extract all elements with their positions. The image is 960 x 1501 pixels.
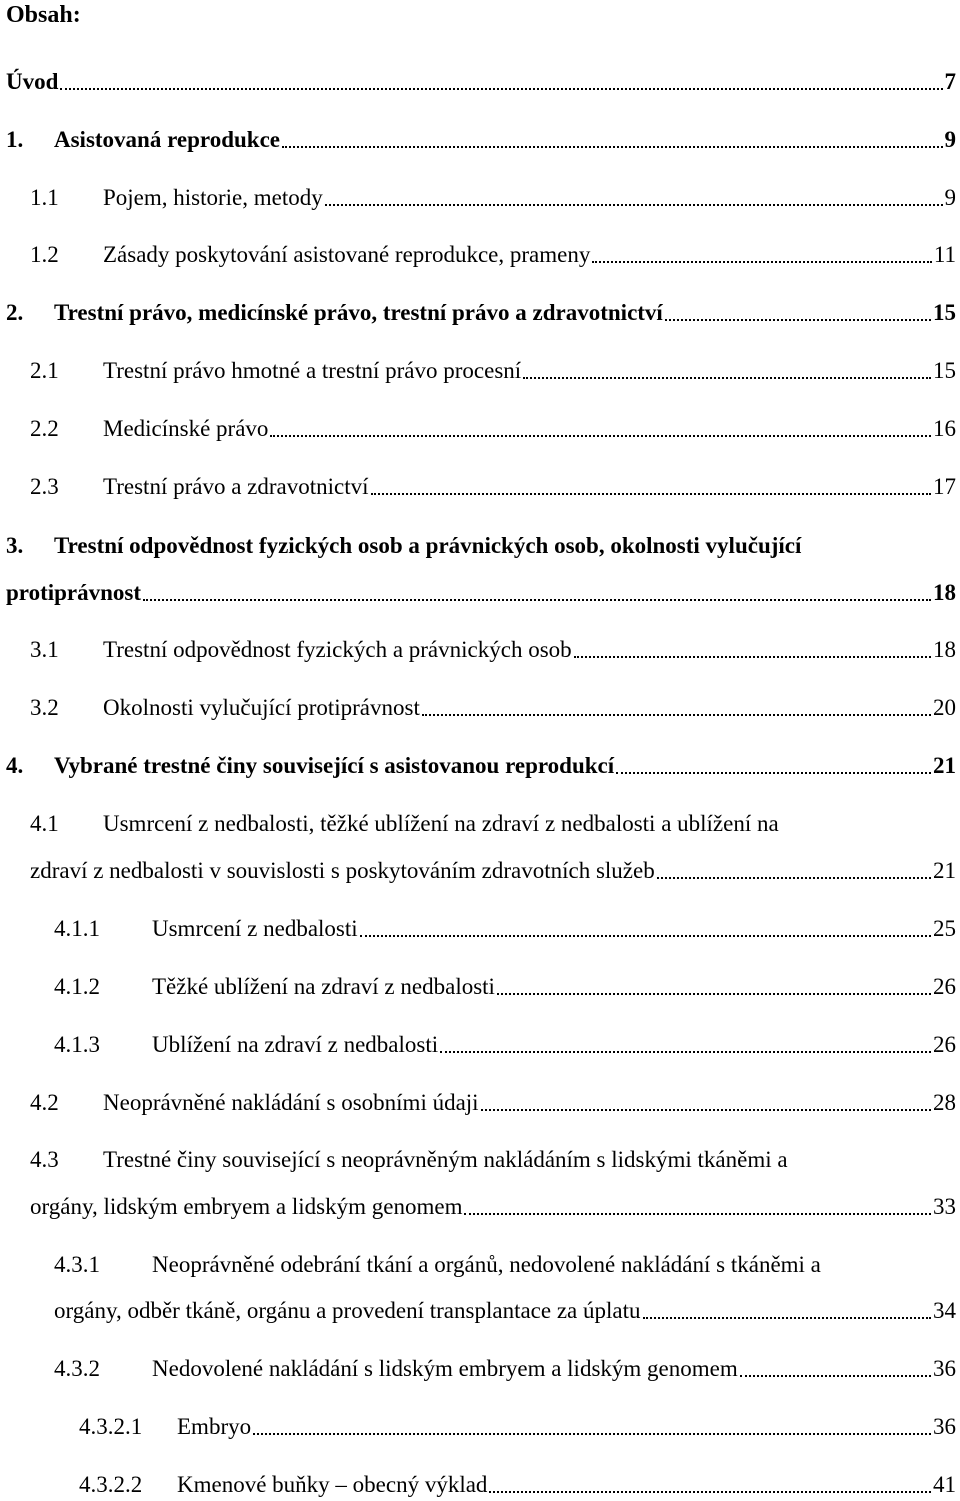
toc-entry-page: 20: [933, 695, 956, 720]
toc-entry-page: 16: [933, 416, 956, 441]
toc-entry-number: 4.1: [30, 811, 59, 836]
toc-entry-4-3-1-line1[interactable]: [54, 1250, 821, 1280]
toc-entry-page: 26: [933, 1032, 956, 1057]
toc-entry-number: 4.1.1: [54, 916, 100, 941]
leader-dots: [325, 200, 943, 206]
toc-entry-number: 3.: [6, 533, 24, 558]
leader-dots: [657, 873, 931, 879]
leader-dots: [665, 315, 931, 321]
toc-entry-number: 2.1: [30, 358, 59, 383]
leader-dots: [489, 1487, 931, 1493]
leader-dots: [574, 652, 931, 658]
toc-entry-text: Neoprávněné nakládání s osobními údaji: [103, 1090, 479, 1115]
toc-entry-page: 15: [933, 358, 956, 383]
toc-entry-4-3-1-line2[interactable]: [54, 1296, 956, 1326]
toc-entry-text: Medicínské právo: [103, 416, 269, 441]
toc-entry-page: 17: [933, 474, 956, 499]
leader-dots: [253, 1429, 931, 1435]
toc-entry-4-3-2-2[interactable]: [79, 1470, 956, 1500]
toc-entry-text: Trestní právo hmotné a trestní právo procesní: [103, 358, 522, 383]
leader-dots: [371, 489, 931, 495]
toc-entry-text: Trestní právo, medicínské právo, trestní právo a zdravotnictví: [54, 300, 663, 325]
toc-entry-number: 4.3.2.2: [79, 1472, 143, 1497]
toc-entry-page: 9: [944, 127, 956, 152]
leader-dots: [740, 1371, 931, 1377]
toc-entry-4[interactable]: [6, 751, 956, 781]
leader-dots: [592, 257, 932, 263]
toc-entry-page: 33: [933, 1194, 956, 1219]
leader-dots: [523, 373, 931, 379]
toc-entry-text-continued: orgány, lidským embryem a lidským genomem: [30, 1194, 463, 1219]
toc-entry-page: 15: [933, 300, 956, 325]
toc-entry-number: 4.2: [30, 1090, 59, 1115]
toc-entry-page: 28: [933, 1090, 956, 1115]
toc-entry-1-1[interactable]: [30, 183, 956, 213]
toc-entry-3-line1[interactable]: [6, 531, 801, 561]
toc-entry-number: 4.3.2.1: [79, 1414, 143, 1439]
toc-entry-text: Nedovolené nakládání s lidským embryem a lidským genomem: [152, 1356, 738, 1381]
leader-dots: [481, 1105, 931, 1111]
toc-entry-number: 1.: [6, 127, 24, 152]
toc-entry-text: Zásady poskytování asistované reprodukce, prameny: [103, 242, 591, 267]
toc-entry-number: 4.: [6, 753, 24, 778]
toc-entry-page: 21: [933, 858, 956, 883]
toc-entry-text: Usmrcení z nedbalosti: [152, 916, 358, 941]
toc-entry-page: 36: [933, 1356, 956, 1381]
toc-entry-text: Pojem, historie, metody: [103, 185, 323, 210]
toc-entry-text: Těžké ublížení na zdraví z nedbalosti: [152, 974, 495, 999]
toc-entry-page: 18: [933, 637, 956, 662]
toc-entry-4-3-line2[interactable]: [30, 1192, 956, 1222]
toc-entry-4-1-line2[interactable]: [30, 856, 956, 886]
toc-entry-number: 3.2: [30, 695, 59, 720]
toc-entry-3-1[interactable]: [30, 635, 956, 665]
toc-entry-text-continued: protiprávnost: [6, 580, 142, 605]
toc-entry-text: Trestní odpovědnost fyzických osob a právnických osob, okolnosti vylučující: [54, 533, 802, 558]
toc-entry-text: Neoprávněné odebrání tkání a orgánů, nedovolené nakládání s tkáněmi a: [152, 1252, 821, 1277]
toc-entry-page: 26: [933, 974, 956, 999]
toc-entry-2-1[interactable]: [30, 356, 956, 386]
toc-entry-text: Trestné činy související s neoprávněným nakládáním s lidskými tkáněmi a: [103, 1147, 788, 1172]
toc-entry-text: Asistovaná reprodukce: [54, 127, 280, 152]
toc-entry-page: 36: [933, 1414, 956, 1439]
toc-entry-text: Usmrcení z nedbalosti, těžké ublížení na zdraví z nedbalosti a ublížení na: [103, 811, 779, 836]
toc-entry-2[interactable]: [6, 298, 956, 328]
leader-dots: [616, 768, 931, 774]
toc-entry-text: Okolnosti vylučující protiprávnost: [103, 695, 420, 720]
toc-entry-number: 4.1.3: [54, 1032, 100, 1057]
toc-entry-page: 9: [944, 185, 956, 210]
toc-entry-2-2[interactable]: [30, 414, 956, 444]
toc-entry-page: 41: [933, 1472, 956, 1497]
toc-entry-text-continued: orgány, odběr tkáně, orgánu a provedení transplantace za úplatu: [54, 1298, 641, 1323]
leader-dots: [643, 1313, 932, 1319]
toc-entry-4-1-3[interactable]: [54, 1030, 956, 1060]
leader-dots: [464, 1209, 931, 1215]
toc-entry-number: 2.: [6, 300, 24, 325]
toc-entry-number: 3.1: [30, 637, 59, 662]
toc-entry-number: 1.1: [30, 185, 59, 210]
toc-entry-text: Embryo: [177, 1414, 252, 1439]
toc-entry-4-1-1[interactable]: [54, 914, 956, 944]
toc-entry-number: 2.3: [30, 474, 59, 499]
toc-entry-number: 2.2: [30, 416, 59, 441]
toc-entry-4-2[interactable]: [30, 1088, 956, 1118]
toc-entry-1-2[interactable]: [30, 240, 956, 270]
toc-entry-page: 18: [933, 580, 956, 605]
toc-title: Obsah:: [6, 2, 81, 28]
toc-entry-number: 1.2: [30, 242, 59, 267]
toc-entry-text: Vybrané trestné činy související s asistovanou reprodukcí: [54, 753, 615, 778]
leader-dots: [270, 431, 931, 437]
toc-entry-4-1-2[interactable]: [54, 972, 956, 1002]
toc-entry-text: Trestní právo a zdravotnictví: [103, 474, 369, 499]
toc-entry-page: 25: [933, 916, 956, 941]
toc-entry-text: Úvod: [6, 69, 59, 94]
toc-entry-text: Kmenové buňky – obecný výklad: [177, 1472, 488, 1497]
toc-entry-text: Ublížení na zdraví z nedbalosti: [152, 1032, 439, 1057]
leader-dots: [440, 1047, 931, 1053]
toc-entry-2-3[interactable]: [30, 472, 956, 502]
toc-entry-number: 4.3.1: [54, 1252, 100, 1277]
leader-dots: [422, 710, 931, 716]
toc-entry-number: 4.1.2: [54, 974, 100, 999]
toc-entry-4-3-2[interactable]: [54, 1354, 956, 1384]
leader-dots: [60, 84, 942, 90]
leader-dots: [497, 989, 931, 995]
toc-entry-4-3-2-1[interactable]: [79, 1412, 956, 1442]
toc-entry-4-1-line1[interactable]: [30, 809, 779, 839]
toc-entry-page: 21: [933, 753, 956, 778]
leader-dots: [360, 931, 931, 937]
toc-entry-page: 11: [933, 242, 956, 267]
leader-dots: [282, 142, 943, 148]
toc-entry-uvod[interactable]: [6, 67, 956, 97]
toc-entry-number: 4.3.2: [54, 1356, 100, 1381]
toc-entry-3-line2[interactable]: [6, 578, 956, 608]
toc-entry-text-continued: zdraví z nedbalosti v souvislosti s poskytováním zdravotních služeb: [30, 858, 655, 883]
toc-entry-4-3-line1[interactable]: [30, 1145, 788, 1175]
toc-entry-page: 34: [933, 1298, 956, 1323]
toc-entry-number: 4.3: [30, 1147, 59, 1172]
toc-entry-text: Trestní odpovědnost fyzických a právnických osob: [103, 637, 572, 662]
toc-entry-1[interactable]: [6, 125, 956, 155]
toc-entry-3-2[interactable]: [30, 693, 956, 723]
leader-dots: [143, 595, 931, 601]
toc-entry-page: 7: [944, 69, 956, 94]
